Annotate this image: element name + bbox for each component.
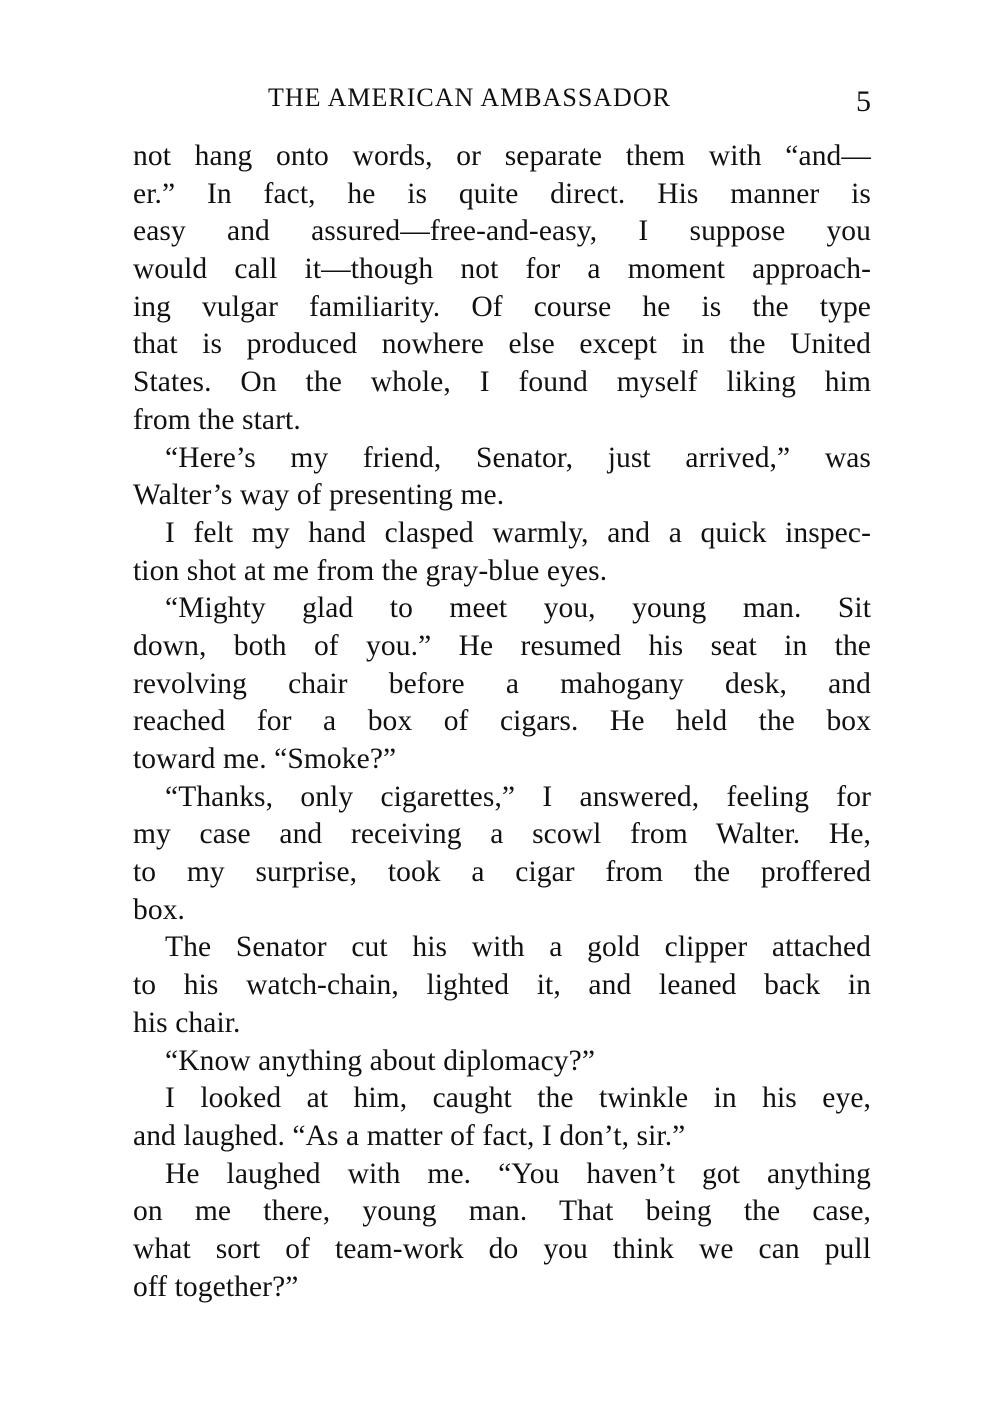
page-number: 5 <box>856 85 871 118</box>
text-line: from the start. <box>133 403 301 436</box>
text-line: toward me. “Smoke?” <box>133 743 397 775</box>
text-line: on me there, young man. That being the case, <box>133 1195 871 1228</box>
text-line: to his watch-chain, lighted it, and leaned back in <box>133 969 871 1002</box>
text-line: reached for a box of cigars. He held the box <box>133 705 871 738</box>
text-line: not hang onto words, or separate them with “and— <box>133 140 871 172</box>
text-line: “Mighty glad to meet you, young man. Sit <box>165 592 871 625</box>
text-line: I looked at him, caught the twinkle in his eye, <box>165 1082 871 1115</box>
text-line: ing vulgar familiarity. Of course he is the type <box>133 290 871 323</box>
text-line: what sort of team-work do you think we can pull <box>133 1232 871 1265</box>
text-line: He laughed with me. “You haven’t got anything <box>165 1157 871 1190</box>
text-line: revolving chair before a mahogany desk, and <box>133 667 871 700</box>
text-line: box. <box>133 893 186 926</box>
text-line: I felt my hand clasped warmly, and a quick inspec- <box>165 516 871 549</box>
text-line: my case and receiving a scowl from Walter. He, <box>133 818 871 851</box>
text-line: and laughed. “As a matter of fact, I don’t, sir.” <box>133 1119 686 1152</box>
text-line: “Thanks, only cigarettes,” I answered, feeling for <box>165 780 871 813</box>
running-head <box>133 80 871 120</box>
running-title: THE AMERICAN AMBASSADOR <box>268 83 671 112</box>
text-line: to my surprise, took a cigar from the proffered <box>133 856 871 889</box>
text-line: tion shot at me from the gray-blue eyes. <box>133 554 608 587</box>
text-line: The Senator cut his with a gold clipper attached <box>165 931 871 964</box>
text-line: “Know anything about diplomacy?” <box>165 1044 596 1077</box>
text-line: easy and assured—free-and-easy, I suppose you <box>133 215 871 248</box>
text-line: down, both of you.” He resumed his seat in the <box>133 629 871 662</box>
text-line: er.” In fact, he is quite direct. His manner is <box>133 177 871 210</box>
text-line: that is produced nowhere else except in the United <box>133 328 871 361</box>
text-line: his chair. <box>133 1006 241 1039</box>
text-line: States. On the whole, I found myself liking him <box>133 366 871 399</box>
text-line: off together?” <box>133 1270 299 1303</box>
text-line: would call it—though not for a moment approach- <box>133 253 871 286</box>
text-line: Walter’s way of presenting me. <box>133 479 505 512</box>
body-text <box>133 138 871 1306</box>
text-line: “Here’s my friend, Senator, just arrived,” was <box>165 441 871 474</box>
